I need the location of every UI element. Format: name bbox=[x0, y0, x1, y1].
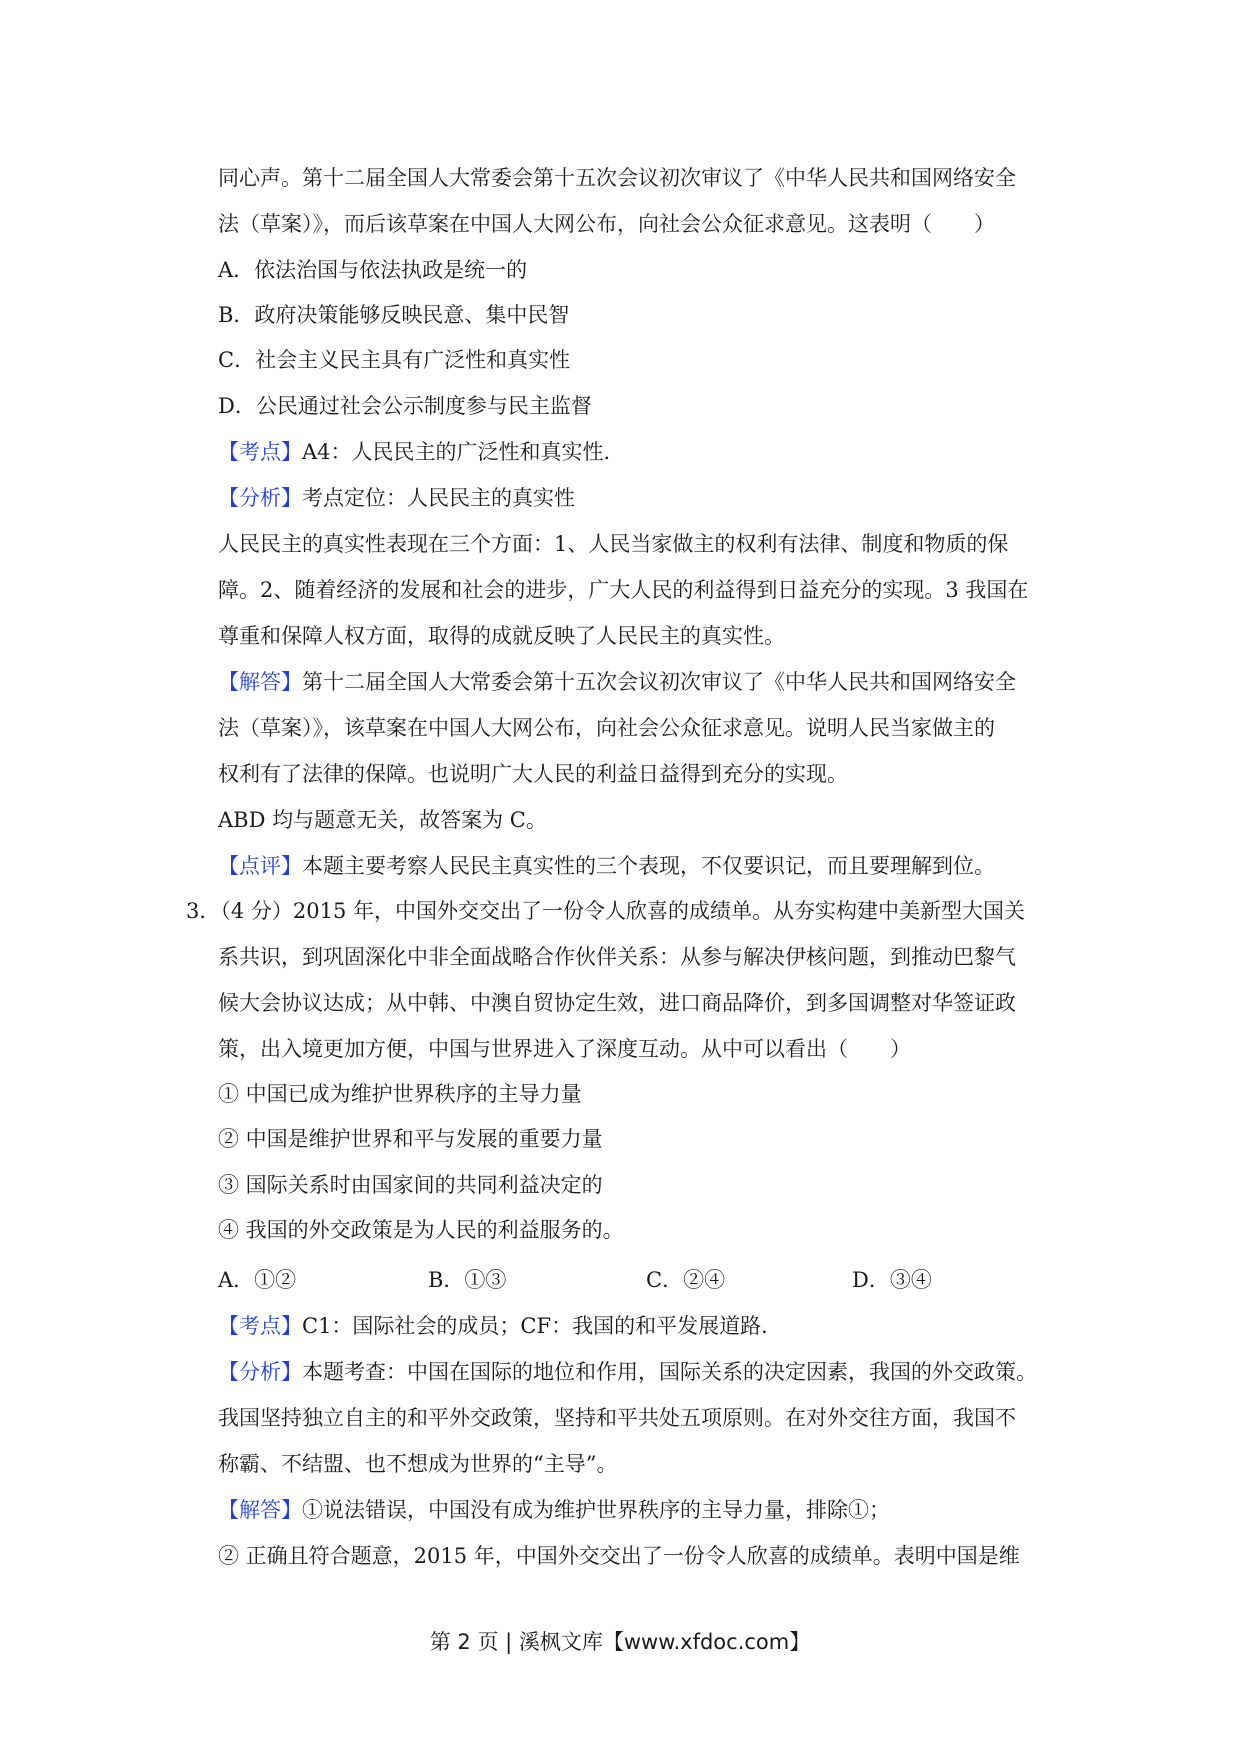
q3-jieda-text: ①说法错误，中国没有成为维护世界秩序的主导力量，排除①； bbox=[302, 1498, 890, 1522]
q3-option-c: C．②④ bbox=[646, 1268, 726, 1292]
q3-statement-3: ③ 国际关系时由国家间的共同利益决定的 bbox=[218, 1173, 603, 1197]
q3-kaodian bbox=[218, 1312, 782, 1340]
q2-dianping bbox=[218, 852, 995, 880]
q3-option-d: D．③④ bbox=[852, 1268, 932, 1292]
q3-stem-line: 策，出入境更加方便，中国与世界进入了深度互动。从中可以看出（ ） bbox=[218, 1037, 911, 1061]
q3-fenxi-body: 我国坚持独立自主的和平外交政策，坚持和平共处五项原则。在对外交往方面，我国不 bbox=[218, 1406, 1016, 1430]
kaodian-tag: 【考点】 bbox=[218, 1314, 302, 1338]
q3-stem-line: 系共识，到巩固深化中非全面战略合作伙伴关系：从参与解决伊核问题，到推动巴黎气 bbox=[218, 945, 1016, 969]
q2-option-a: A．依法治国与依法执政是统一的 bbox=[218, 258, 528, 282]
q2-option-c: C．社会主义民主具有广泛性和真实性 bbox=[218, 348, 571, 372]
q3-stem-line: 候大会协议达成；从中韩、中澳自贸协定生效，进口商品降价，到多国调整对华签证政 bbox=[218, 991, 1016, 1015]
q2-fenxi-text: 考点定位：人民民主的真实性 bbox=[302, 486, 575, 510]
q2-jieda-body: 权利有了法律的保障。也说明广大人民的利益日益得到充分的实现。 bbox=[218, 762, 848, 786]
q2-fenxi-body: 尊重和保障人权方面，取得的成就反映了人民民主的真实性。 bbox=[218, 624, 785, 648]
q2-kaodian bbox=[218, 438, 625, 466]
q2-dianping-text: 本题主要考察人民民主真实性的三个表现，不仅要识记，而且要理解到位。 bbox=[302, 854, 995, 878]
q3-option-a: A．①② bbox=[218, 1268, 297, 1292]
dianping-tag: 【点评】 bbox=[218, 854, 302, 878]
q2-fenxi-body: 障。2、随着经济的发展和社会的进步，广大人民的利益得到日益充分的实现。3 我国在 bbox=[218, 578, 1029, 602]
q3-statement-4: ④ 我国的外交政策是为人民的利益服务的。 bbox=[218, 1218, 624, 1242]
fenxi-tag: 【分析】 bbox=[218, 486, 302, 510]
q2-jieda bbox=[218, 668, 1016, 696]
fenxi-tag: 【分析】 bbox=[218, 1360, 302, 1384]
kaodian-tag: 【考点】 bbox=[218, 440, 302, 464]
q3-option-b: B．①③ bbox=[428, 1268, 507, 1292]
q2-jieda-body: 法（草案）》，该草案在中国人大网公布，向社会公众征求意见。说明人民当家做主的 bbox=[218, 716, 995, 740]
q3-fenxi-text: 本题考查：中国在国际的地位和作用，国际关系的决定因素，我国的外交政策。 bbox=[302, 1360, 1037, 1384]
q3-statement-2: ② 中国是维护世界和平与发展的重要力量 bbox=[218, 1127, 603, 1151]
q2-fenxi-body: 人民民主的真实性表现在三个方面：1、人民当家做主的权利有法律、制度和物质的保 bbox=[218, 532, 1009, 556]
q2-option-b: B．政府决策能够反映民意、集中民智 bbox=[218, 303, 570, 327]
q2-jieda-text: 第十二届全国人大常委会第十五次会议初次审议了《中华人民共和国网络安全 bbox=[302, 670, 1016, 694]
q2-kaodian-text: A4：人民民主的广泛性和真实性． bbox=[302, 440, 625, 464]
q2-stem-line: 法（草案）》，而后该草案在中国人大网公布，向社会公众征求意见。这表明（ ） bbox=[218, 212, 995, 236]
q2-option-d: D．公民通过社会公示制度参与民主监督 bbox=[218, 394, 592, 418]
q3-fenxi bbox=[218, 1358, 1037, 1386]
q3-fenxi-body: 称霸、不结盟、也不想成为世界的“主导”。 bbox=[218, 1452, 618, 1476]
q3-jieda-body: ② 正确且符合题意，2015 年，中国外交交出了一份令人欣喜的成绩单。表明中国是维 bbox=[218, 1544, 1020, 1568]
q2-fenxi bbox=[218, 484, 575, 512]
q2-stem-line: 同心声。第十二届全国人大常委会第十五次会议初次审议了《中华人民共和国网络安全 bbox=[218, 166, 1016, 190]
q2-jieda-body: ABD 均与题意无关，故答案为 C。 bbox=[218, 808, 547, 832]
jieda-tag: 【解答】 bbox=[218, 1498, 302, 1522]
jieda-tag: 【解答】 bbox=[218, 670, 302, 694]
q3-kaodian-text: C1：国际社会的成员；CF：我国的和平发展道路． bbox=[302, 1314, 783, 1338]
page-footer: 第 2 页 | 溪枫文库【www.xfdoc.com】 bbox=[429, 1630, 811, 1654]
q3-statement-1: ① 中国已成为维护世界秩序的主导力量 bbox=[218, 1082, 582, 1106]
q3-stem-line: 3．（4 分）2015 年，中国外交交出了一份令人欣喜的成绩单。从夯实构建中美新型大国关 bbox=[186, 899, 1026, 923]
q3-jieda bbox=[218, 1496, 890, 1524]
